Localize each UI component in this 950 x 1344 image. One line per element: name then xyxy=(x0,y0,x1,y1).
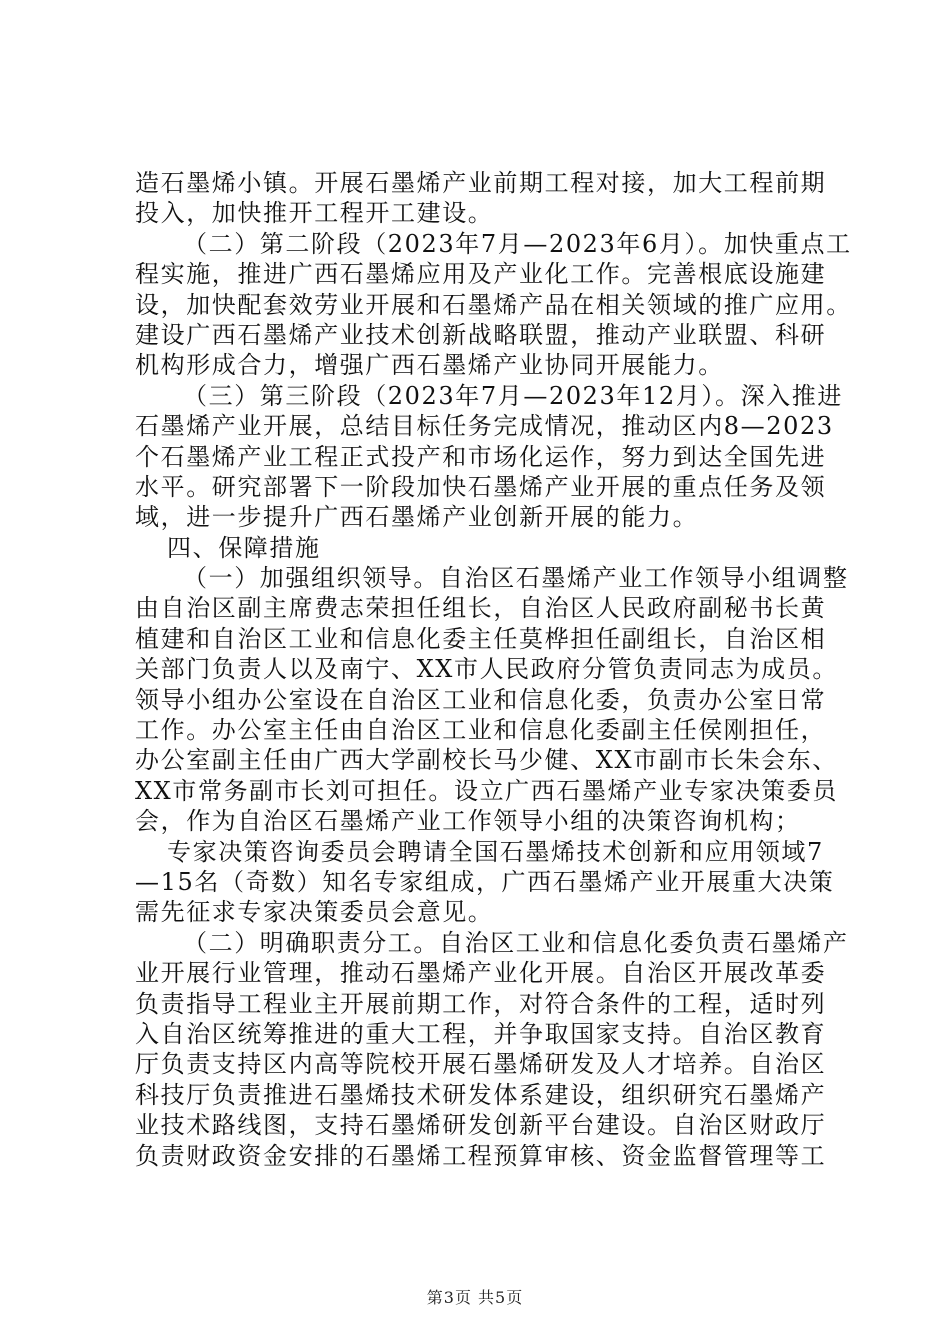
text-line: XX市常务副市长刘可担任。设立广西石墨烯产业专家决策委员 xyxy=(135,776,838,805)
text-line: （二）明确职责分工。自治区工业和信息化委负责石墨烯产 xyxy=(183,928,849,957)
text-line: 植建和自治区工业和信息化委主任莫桦担任副组长，自治区相 xyxy=(135,624,827,653)
text-line: （三）第三阶段（2023年7月—2023年12月）。深入推进 xyxy=(183,381,843,410)
text-line: 需先征求专家决策委员会意见。 xyxy=(135,898,494,927)
text-line: 域，进一步提升广西石墨烯产业创新开展的能力。 xyxy=(135,503,699,532)
page-number: 第3页 共5页 xyxy=(426,1288,524,1307)
text-line: 负责财政资金安排的石墨烯工程预算审核、资金监督管理等工 xyxy=(135,1141,827,1170)
text-line: 投入，加快推开工程开工建设。 xyxy=(135,199,494,228)
text-line: 机构形成合力，增强广西石墨烯产业协同开展能力。 xyxy=(135,351,724,380)
text-line: 程实施，推进广西石墨烯应用及产业化工作。完善根底设施建 xyxy=(135,260,827,289)
text-line: 负责指导工程业主开展前期工作，对符合条件的工程，适时列 xyxy=(135,989,827,1018)
text-line: 业技术路线图，支持石墨烯研发创新平台建设。自治区财政厅 xyxy=(135,1111,827,1140)
text-line: （一）加强组织领导。自治区石墨烯产业工作领导小组调整 xyxy=(183,564,849,593)
text-line: 工作。办公室主任由自治区工业和信息化委副主任侯刚担任， xyxy=(135,716,827,745)
text-line: 石墨烯产业开展，总结目标任务完成情况，推动区内8—2023 xyxy=(135,412,834,441)
text-line: （二）第二阶段（2023年7月—2023年6月）。加快重点工 xyxy=(183,229,852,258)
text-line: —15名（奇数）知名专家组成，广西石墨烯产业开展重大决策 xyxy=(135,867,835,896)
text-line: 个石墨烯产业工程正式投产和市场化运作，努力到达全国先进 xyxy=(135,442,827,471)
text-line: 由自治区副主席费志荣担任组长，自治区人民政府副秘书长黄 xyxy=(135,594,827,623)
document-body xyxy=(135,168,852,1171)
text-line: 会，作为自治区石墨烯产业工作领导小组的决策咨询机构； xyxy=(135,807,801,836)
page-footer xyxy=(0,1285,950,1308)
text-line: 造石墨烯小镇。开展石墨烯产业前期工程对接，加大工程前期 xyxy=(135,169,827,197)
text-line: 建设广西石墨烯产业技术创新战略联盟，推动产业联盟、科研 xyxy=(135,320,827,349)
text-line: 设，加快配套效劳业开展和石墨烯产品在相关领域的推广应用。 xyxy=(135,290,852,319)
text-line: 领导小组办公室设在自治区工业和信息化委，负责办公室日常 xyxy=(135,685,827,714)
section-heading: 四、保障措施 xyxy=(167,533,321,562)
text-line: 业开展行业管理，推动石墨烯产业化开展。自治区开展改革委 xyxy=(135,959,827,988)
text-line: 入自治区统筹推进的重大工程，并争取国家支持。自治区教育 xyxy=(135,1019,827,1048)
text-line: 厅负责支持区内高等院校开展石墨烯研发及人才培养。自治区 xyxy=(135,1050,827,1079)
text-line: 专家决策咨询委员会聘请全国石墨烯技术创新和应用领域7 xyxy=(167,837,824,866)
text-line: 水平。研究部署下一阶段加快石墨烯产业开展的重点任务及领 xyxy=(135,472,827,501)
text-line: 关部门负责人以及南宁、XX市人民政府分管负责同志为成员。 xyxy=(135,655,838,684)
text-line: 科技厅负责推进石墨烯技术研发体系建设，组织研究石墨烯产 xyxy=(135,1080,827,1109)
text-line: 办公室副主任由广西大学副校长马少健、XX市副市长朱会东、 xyxy=(135,746,838,775)
